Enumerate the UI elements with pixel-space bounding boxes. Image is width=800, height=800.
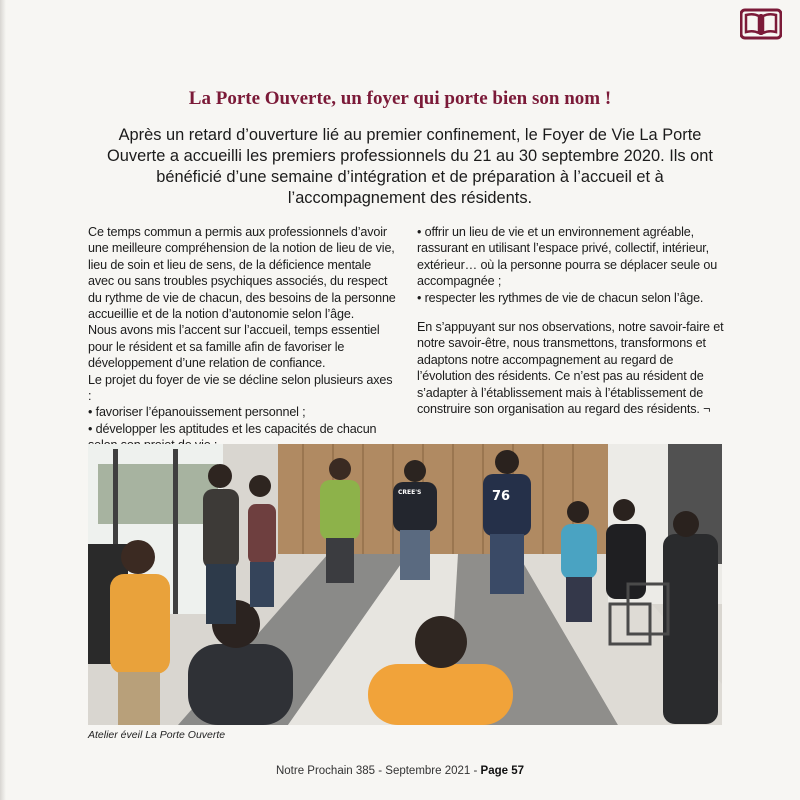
bullet-item: • favoriser l’épanouissement personnel ; bbox=[88, 405, 306, 420]
article-photo bbox=[88, 444, 722, 725]
bullet-item: • offrir un lieu de vie et un environnement agréable, rassurant en utilisant l’espace privé, collectif, intérieur, extérieur… où la personne pourra se déplacer seule ou accompagnée ; bbox=[417, 225, 718, 289]
open-book-icon bbox=[740, 8, 782, 40]
paragraph: Ce temps commun a permis aux professionnels d’avoir une meilleure compréhension de la notion de lieu de vie, lieu de soin et lieu de sens, de la déficience mentale avec ou sans troubles psychiques associés, du respect du rythme de vie de chacun, des besoins de la personne accueillie et de la notion d’autonomie selon l’âge. bbox=[88, 225, 396, 322]
page-edge-shadow bbox=[0, 0, 6, 800]
photo-caption: Atelier éveil La Porte Ouverte bbox=[88, 729, 226, 741]
shirt-text: CREE'S bbox=[398, 489, 422, 496]
article-title: La Porte Ouverte, un foyer qui porte bien son nom ! bbox=[188, 88, 612, 109]
photo-illustration bbox=[88, 444, 722, 725]
bullet-item: • respecter les rythmes de vie de chacun selon l’âge. bbox=[417, 290, 704, 305]
page-number: Page 57 bbox=[480, 765, 525, 777]
left-column bbox=[88, 224, 396, 454]
paragraph: Nous avons mis l’accent sur l’accueil, temps essentiel pour le résident et sa famille afin de favoriser le développement d’une relation de confiance. bbox=[88, 323, 380, 371]
right-column bbox=[417, 224, 725, 417]
paragraph: Le projet du foyer de vie se décline selon plusieurs axes : bbox=[88, 372, 393, 404]
shirt-number: 76 bbox=[492, 489, 511, 504]
paragraph: En s’appuyant sur nos observations, notre savoir-faire et notre savoir-être, nous transmettons, transformons et adaptons notre accompagnement au regard de l’évolution des résidents. Ce n’est pas au résident de s’adapter à l’établissement mais à l’établissement de construire son organisation au regard des résidents. ¬ bbox=[417, 320, 724, 417]
footer-text: Notre Prochain 385 - Septembre 2021 - bbox=[275, 765, 481, 777]
page-footer bbox=[0, 765, 800, 777]
article-intro: Après un retard d’ouverture lié au premier confinement, le Foyer de Vie La Porte Ouverte a accueilli les premiers professionnels du 21 au 30 septembre 2020. Ils ont bénéficié d’une semaine d’intégration et de préparation à l’accueil et à l’accompagnement des résidents. bbox=[107, 126, 713, 207]
bullet-item: • développer les aptitudes et les capacités de chacun bbox=[88, 421, 377, 436]
